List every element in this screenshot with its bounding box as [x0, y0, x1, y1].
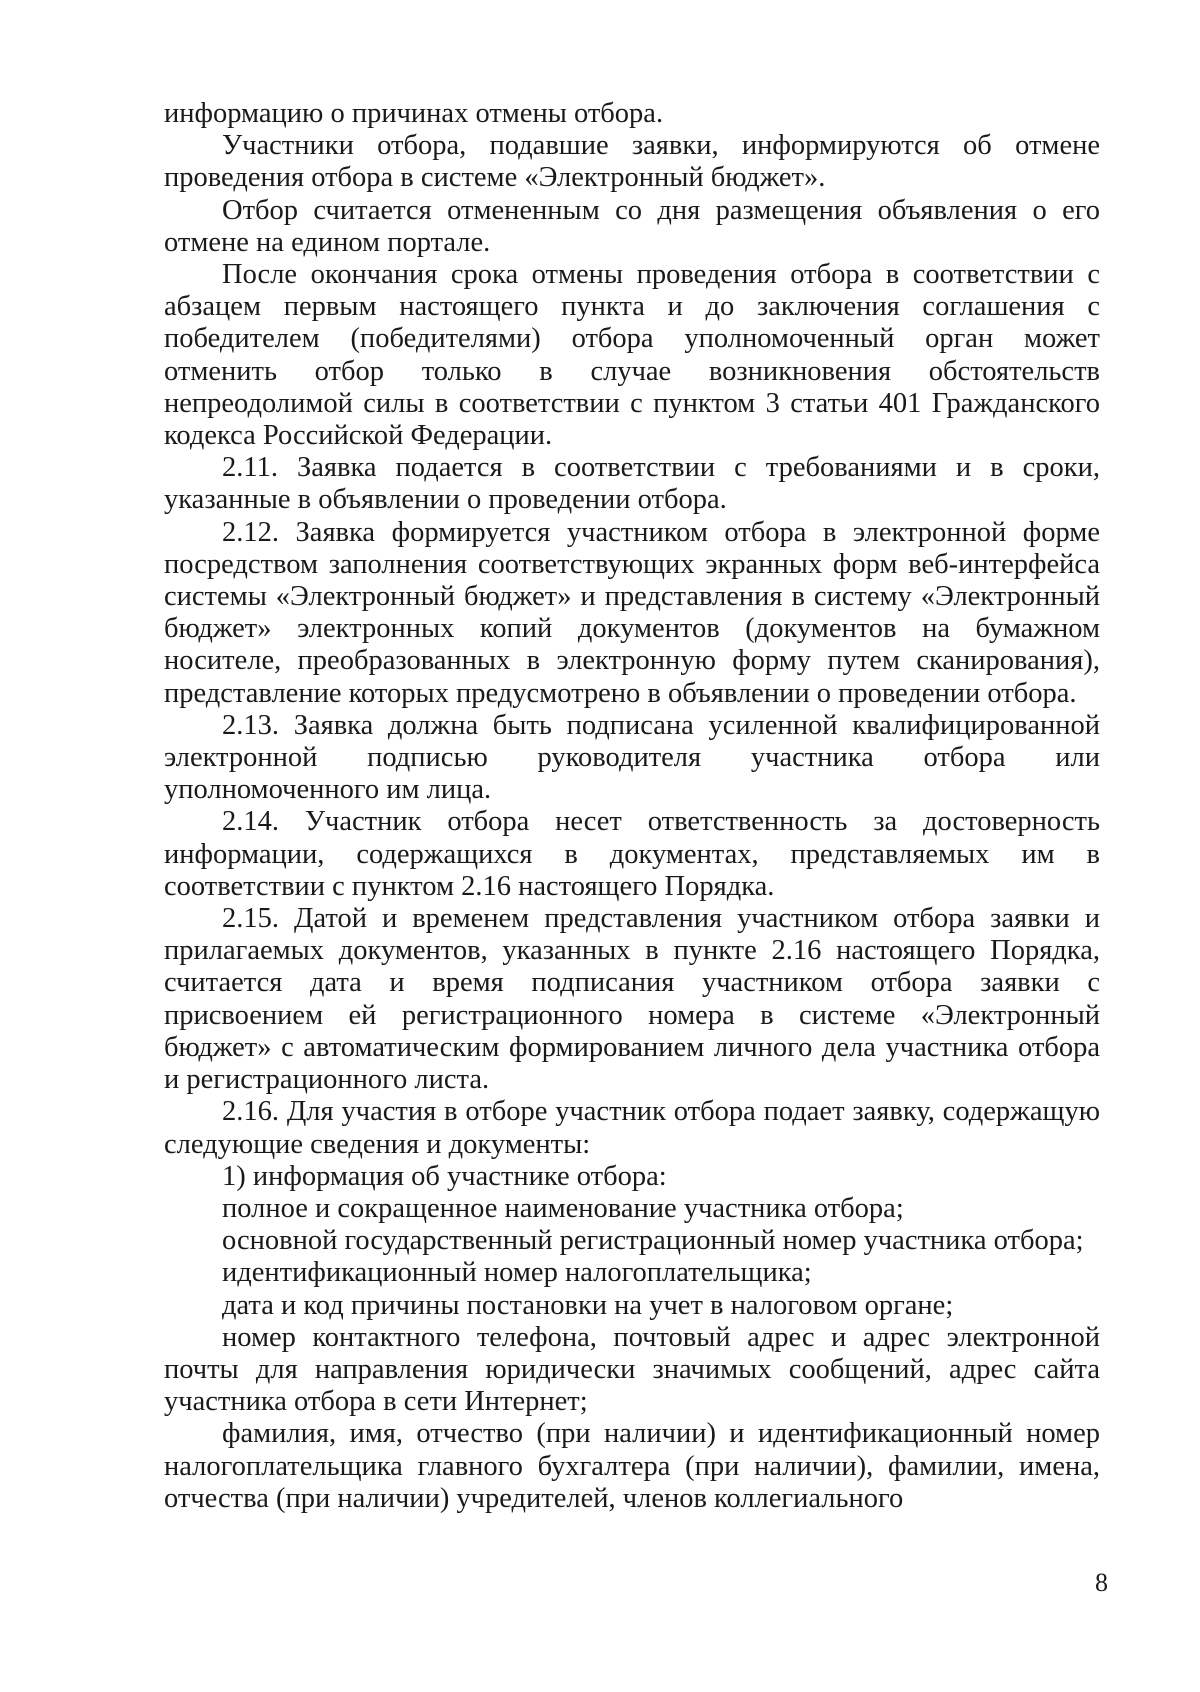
- paragraph: 2.14. Участник отбора несет ответственность за достоверность информации, содержащихся в документах, представляемых им в соответствии с пунктом 2.16 настоящего Порядка.: [164, 806, 1100, 902]
- list-item: основной государственный регистрационный номер участника отбора;: [222, 1225, 1084, 1257]
- list-item: 1) информация об участнике отбора:: [222, 1160, 667, 1192]
- page-number: 8: [1095, 1568, 1108, 1597]
- list-item: дата и код причины постановки на учет в налоговом органе;: [222, 1289, 954, 1321]
- list-item: идентификационный номер налогоплательщика;: [222, 1257, 812, 1289]
- paragraph: 2.16. Для участия в отборе участник отбора подает заявку, содержащую следующие сведения и документы:: [164, 1096, 1100, 1160]
- list-item: номер контактного телефона, почтовый адрес и адрес электронной почты для направления юридически значимых сообщений, адрес сайта участника отбора в сети Интернет;: [164, 1321, 1100, 1418]
- paragraph: 2.11. Заявка подается в соответствии с требованиями и в сроки, указанные в объявлении о проведении отбора.: [164, 452, 1100, 516]
- paragraph: 2.12. Заявка формируется участником отбора в электронной форме посредством заполнения соответствующих экранных форм веб-интерфейса системы «Электронный бюджет» и представления в систему «Электронный бюджет» электронных копий документов (документов на бумажном носителе, преобразованных в электронную форму путем сканирования), представление которых предусмотрено в объявлении о проведении отбора.: [164, 516, 1100, 709]
- paragraph: 2.15. Датой и временем представления участником отбора заявки и прилагаемых документов, указанных в пункте 2.16 настоящего Порядка, считается дата и время подписания участником отбора заявки с присвоением ей регистрационного номера в системе «Электронный бюджет» с автоматическим формированием личного дела участника отбора и регистрационного листа.: [164, 903, 1100, 1096]
- paragraph: информацию о причинах отмены отбора.: [164, 98, 664, 129]
- paragraph: Отбор считается отмененным со дня размещения объявления о его отмене на едином портале.: [164, 194, 1100, 258]
- paragraph: 2.13. Заявка должна быть подписана усиленной квалифицированной электронной подписью руководителя участника отбора или уполномоченного им лица.: [164, 709, 1100, 806]
- document-body: [164, 98, 1100, 1515]
- list-item: полное и сокращенное наименование участника отбора;: [222, 1192, 904, 1224]
- list-item: фамилия, имя, отчество (при наличии) и идентификационный номер налогоплательщика главного бухгалтера (при наличии), фамилии, имена, отчества (при наличии) учредителей, членов коллегиального: [164, 1418, 1100, 1514]
- paragraph: После окончания срока отмены проведения отбора в соответствии с абзацем первым настоящего пункта и до заключения соглашения с победителем (победителями) отбора уполномоченный орган может отменить отбор только в случае возникновения обстоятельств непреодолимой силы в соответствии с пунктом 3 статьи 401 Гражданского кодекса Российской Федерации.: [164, 259, 1100, 452]
- paragraph: Участники отбора, подавшие заявки, информируются об отмене проведения отбора в системе «Электронный бюджет».: [164, 130, 1100, 194]
